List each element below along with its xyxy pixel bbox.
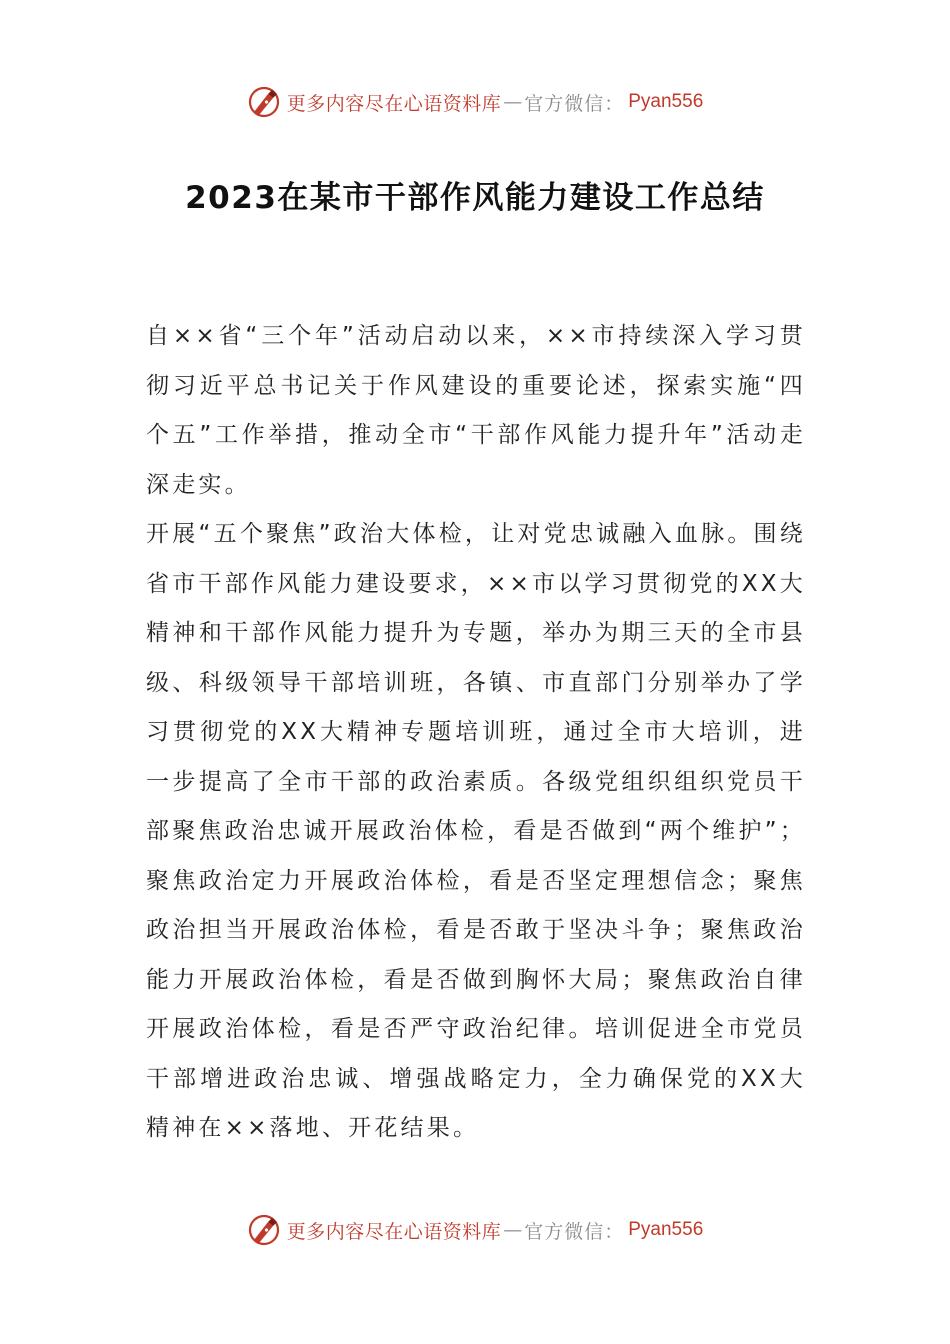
banner-brand: 更多内容尽在心语资料库 [286,1220,502,1243]
paragraph: 自××省“三个年”活动启动以来，××市持续深入学习贯彻习近平总书记关于作风建设的重要论述，探索实施“四个五”工作举措，推动全市“干部作风能力提升年”活动走深走实。 [146,323,806,498]
banner-contact-label: 官方微信： [524,1220,625,1243]
header-banner [0,82,950,122]
banner-wechat-id: Pyan556 [628,1219,704,1240]
pen-nib-logo-icon [247,85,281,119]
banner-wechat-id: Pyan556 [628,91,704,112]
document-body [146,312,806,1154]
banner-brand: 更多内容尽在心语资料库 [286,92,502,115]
pen-nib-logo-icon [247,1213,281,1247]
banner-separator: — [503,91,523,113]
banner-separator: — [503,1219,523,1241]
document-title: 2023在某市干部作风能力建设工作总结 [185,180,765,216]
paragraph: 开展“五个聚焦”政治大体检，让对党忠诚融入血脉。围绕省市干部作风能力建设要求，××市以学习贯彻党的XX大精神和干部作风能力提升为专题，举办为期三天的全市县级、科级领导干部培训班，各镇、市直部门分别举办了学习贯彻党的XX大精神专题培训班，通过全市大培训，进一步提高了全市干部的政治素质。各级党组织组织党员干部聚焦政治忠诚开展政治体检，看是否做到“两个维护”；聚焦政治定力开展政治体检，看是否坚定理想信念；聚焦政治担当开展政治体检，看是否敢于坚决斗争；聚焦政治能力开展政治体检，看是否做到胸怀大局；聚焦政治自律开展政治体检，看是否严守政治纪律。培训促进全市党员干部增进政治忠诚、增强战略定力，全力确保党的XX大精神在××落地、开花结果。 [146,521,806,1141]
banner-contact-label: 官方微信： [524,92,625,115]
footer-banner [0,1210,950,1250]
